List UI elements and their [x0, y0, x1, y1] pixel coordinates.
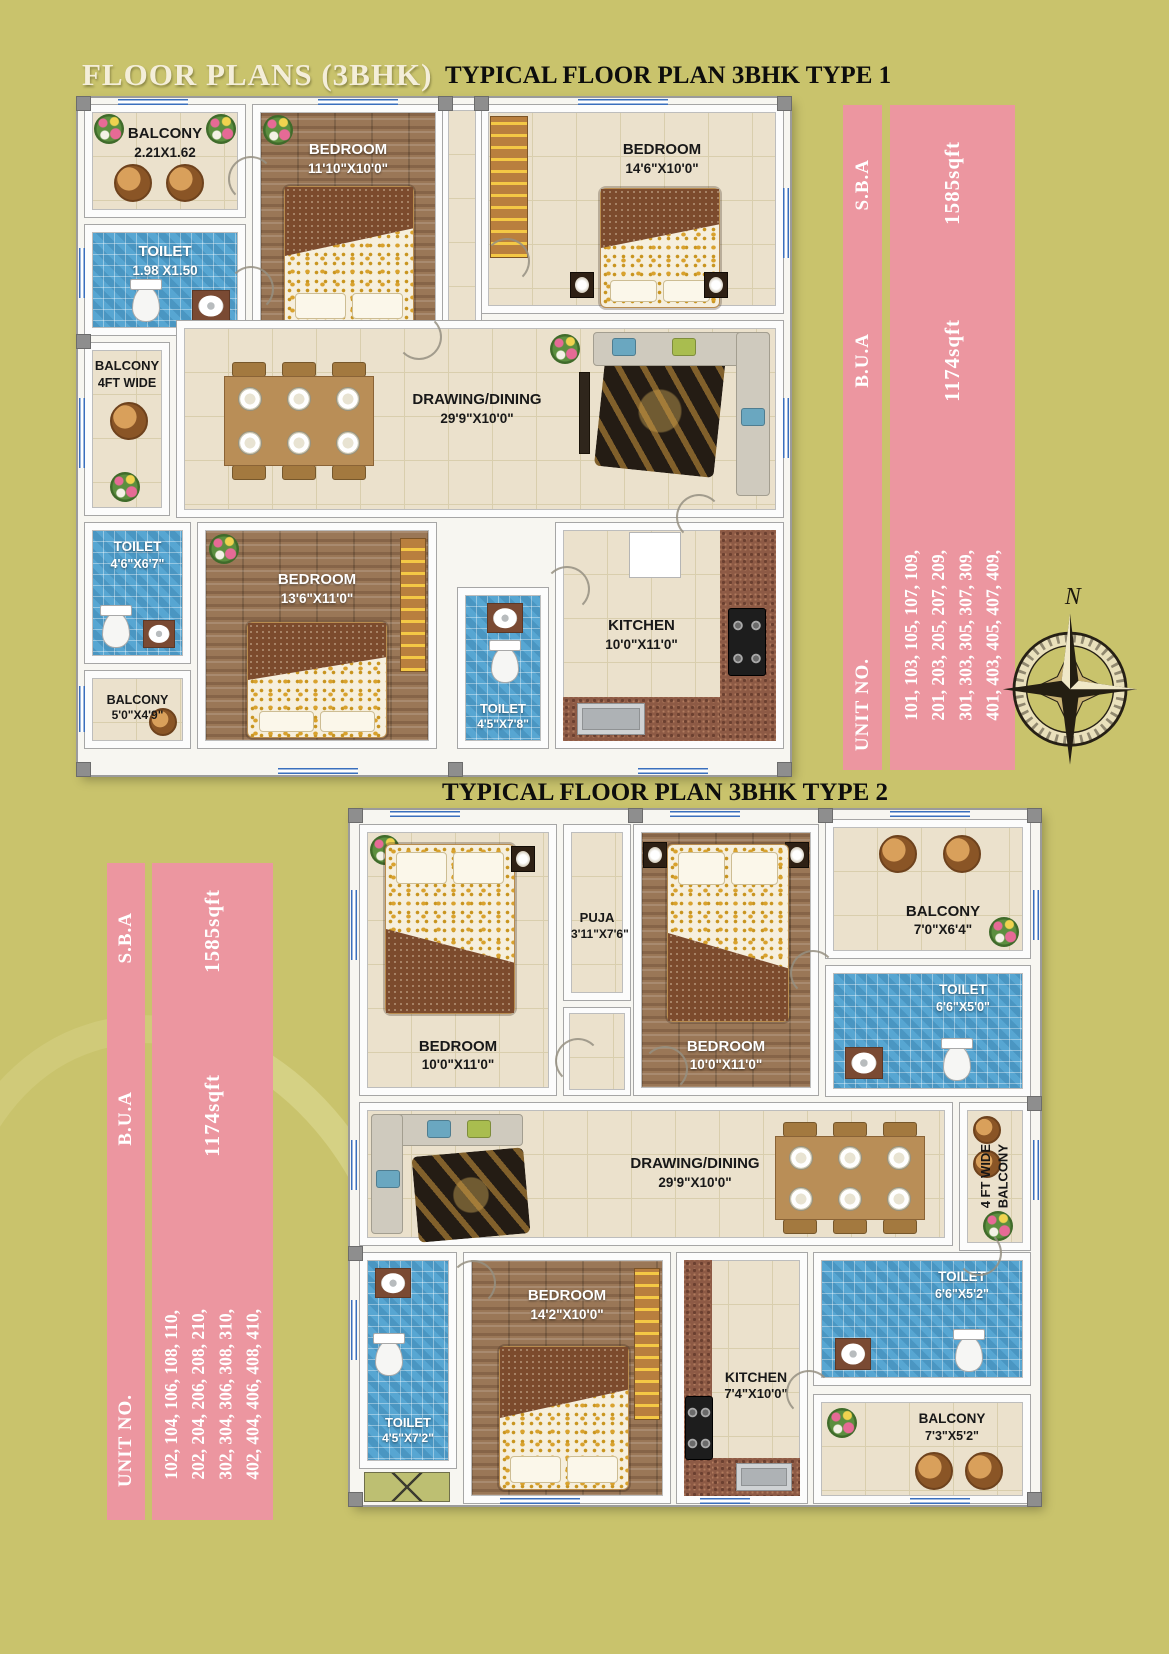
dining-set [224, 362, 374, 480]
window [351, 1300, 357, 1360]
room-name: TOILET [939, 982, 987, 997]
room-dims: 10'0"X11'0" [421, 1057, 495, 1073]
room-dims: 14'6"X10'0" [625, 160, 699, 176]
compass-north-label: N [1064, 583, 1081, 610]
door-arc [228, 266, 274, 312]
room-name: TOILET [113, 539, 162, 554]
plan2-panel-labels [107, 863, 145, 1520]
window [670, 811, 740, 817]
nightstand [570, 272, 594, 298]
toilet-fixture [132, 286, 160, 322]
door-arc [786, 1370, 832, 1416]
toilet-fixture [491, 647, 519, 683]
unit-numbers-line: 401, 403, 405, 407, 409, [982, 549, 1003, 721]
dining-set [775, 1122, 925, 1234]
sofa-cushion [612, 338, 636, 356]
wall-block [818, 808, 833, 823]
unit-no-label: UNIT NO. [115, 1393, 136, 1488]
room-name: DRAWING/DINING [412, 391, 542, 408]
room-name: BALCONY [905, 902, 981, 920]
room-dims: 14'2"X10'0" [530, 1306, 604, 1322]
service-shaft [364, 1472, 450, 1502]
room-dims: 7'3"X5'2" [925, 1428, 979, 1443]
sba-label: S.B.A [851, 159, 873, 211]
window [1033, 1140, 1039, 1200]
plate [336, 431, 360, 455]
wall-block [76, 96, 91, 111]
room-dims: 6'6"X5'2" [935, 1286, 989, 1301]
plan2-toilet-right [814, 1253, 1030, 1385]
window [118, 99, 188, 105]
unit-numbers-line: 302, 304, 306, 308, 310, [215, 1308, 236, 1480]
room-label [903, 981, 1023, 1015]
wall-block [448, 762, 463, 777]
bed [499, 1346, 629, 1490]
bed-blanket [668, 933, 788, 1021]
door-arc [676, 494, 722, 540]
room-name: TOILET [138, 243, 192, 260]
window [783, 188, 789, 258]
door-arc [790, 950, 836, 996]
room-dims: 7'0"X6'4" [913, 922, 973, 938]
plan1-kitchen [556, 523, 783, 748]
plan1-bedroom-3 [198, 523, 436, 748]
dining-chair [282, 362, 316, 377]
unit-numbers [898, 550, 1007, 721]
plan1-toilet-top [85, 225, 245, 335]
bed-blanket [601, 189, 719, 248]
window [700, 1498, 750, 1504]
wall-block [348, 1492, 363, 1507]
plate [887, 1187, 911, 1211]
bed-blanket [248, 623, 386, 680]
room-label [585, 1154, 805, 1191]
plan1-balcony-mid [85, 343, 169, 515]
unit-no-label: UNIT NO. [851, 658, 873, 752]
window [638, 768, 708, 774]
dining-chair [833, 1219, 867, 1234]
bed-pillows [396, 852, 504, 884]
room-name: PUJA [579, 910, 615, 925]
dining-chair [332, 362, 366, 377]
toilet-fixture [102, 612, 130, 648]
wall-block [1027, 1096, 1042, 1111]
wall-block [438, 96, 453, 111]
room-name: KITCHEN [608, 617, 675, 634]
room-name: BALCONY [94, 358, 160, 373]
wall-block [777, 96, 792, 111]
wall-block [1027, 808, 1042, 823]
balcony-chair [110, 402, 148, 440]
plan1-panel-labels [843, 105, 882, 770]
plan1-balcony-top [85, 105, 245, 217]
bua-label: B.U.A [851, 332, 873, 388]
bed [247, 622, 387, 738]
plate [238, 431, 262, 455]
room-dims: 5'0"X4'9" [111, 708, 164, 723]
room-label [863, 902, 1023, 939]
window [79, 398, 85, 468]
plan2-bedroom-1 [360, 825, 556, 1095]
bed-pillows [295, 293, 403, 319]
unit-numbers-line: 201, 203, 205, 207, 209, [928, 549, 949, 721]
bua-value: 1174sqft [940, 318, 964, 402]
window [351, 890, 357, 960]
plan2-bedroom-3 [464, 1253, 670, 1503]
room-name: TOILET [385, 1414, 431, 1430]
plan1-toilet-bottom [458, 588, 548, 748]
sink [375, 1268, 411, 1298]
wall-block [76, 334, 91, 349]
page-heading: FLOOR PLANS (3BHK) [82, 57, 433, 92]
room-name: BEDROOM [308, 141, 388, 158]
balcony-chair [943, 835, 981, 873]
wall-block [76, 762, 91, 777]
window [318, 99, 398, 105]
plan1-corridor [443, 105, 481, 335]
plan2-puja [564, 825, 630, 1000]
window [578, 99, 668, 105]
sba-value: 1585sqft [200, 889, 224, 973]
wall-block [777, 762, 792, 777]
balcony-chair [965, 1452, 1003, 1490]
kitchen-sink [736, 1463, 792, 1491]
stove [685, 1396, 713, 1460]
room-label [92, 358, 162, 391]
room-name: TOILET [938, 1269, 986, 1284]
room-name: DRAWING/DINING [630, 1155, 760, 1172]
plan2-toilet-left [360, 1253, 456, 1468]
window [1033, 890, 1039, 940]
dining-chair [232, 465, 266, 480]
plate [887, 1146, 911, 1170]
plan1-drawing-dining [177, 321, 783, 517]
rug [411, 1147, 530, 1242]
dining-chair [282, 465, 316, 480]
plan1-balcony-bottom [85, 671, 190, 748]
dining-chair [332, 465, 366, 480]
room-label [260, 140, 436, 177]
room-dims: 7'4"X10'0" [724, 1386, 788, 1402]
room-name: BEDROOM [527, 1287, 607, 1304]
room-dims: 4'6"X6'7" [110, 556, 165, 571]
room-dims: 3'11"X7'6" [571, 926, 629, 941]
door-arc [956, 1230, 1002, 1276]
floor-plan-type2 [350, 810, 1040, 1505]
window [783, 398, 789, 458]
plan1-toilet-mid [85, 523, 190, 663]
sink [192, 290, 230, 322]
room-dims: 2.21X1.62 [134, 144, 196, 160]
plate [238, 387, 262, 411]
wall-block [1027, 1492, 1042, 1507]
room-label [92, 692, 183, 724]
bed [385, 844, 515, 1014]
unit-numbers-line: 202, 204, 206, 208, 210, [188, 1308, 209, 1480]
room-dims: 10'0"X11'0" [689, 1057, 763, 1073]
plan2-kitchen [677, 1253, 807, 1503]
sink [835, 1338, 871, 1370]
sofa-cushion [467, 1120, 491, 1138]
balcony-chair [114, 164, 152, 202]
door-arc [228, 156, 274, 202]
bed [667, 844, 789, 1022]
bed-blanket [285, 187, 413, 256]
sba-label: S.B.A [115, 912, 136, 964]
room-label [92, 242, 238, 279]
wall-block [474, 96, 489, 111]
room-label [205, 570, 429, 607]
dining-chair [232, 362, 266, 377]
window [390, 811, 460, 817]
plate [838, 1187, 862, 1211]
unit-numbers-line: 301, 303, 305, 307, 309, [955, 549, 976, 721]
plate [287, 387, 311, 411]
room-label [571, 910, 629, 942]
unit-numbers [158, 1309, 267, 1480]
plate [789, 1187, 813, 1211]
plan2-balcony-top [826, 820, 1030, 958]
sba-value: 1585sqft [940, 141, 964, 225]
plant-icon [209, 534, 239, 564]
window [351, 1140, 357, 1190]
door-arc [555, 1038, 601, 1084]
sofa-cushion [672, 338, 696, 356]
plan2-panel-values [152, 863, 273, 1520]
plan2-title: TYPICAL FLOOR PLAN 3BHK TYPE 2 [441, 779, 889, 806]
room-label [92, 538, 183, 572]
room-name: KITCHEN [724, 1369, 788, 1385]
room-label [901, 1268, 1023, 1302]
room-dims: 4'5"X7'2" [382, 1431, 434, 1446]
room-name: TOILET [480, 700, 526, 716]
balcony-chair [879, 835, 917, 873]
room-dims: 29'9"X10'0" [440, 410, 514, 426]
room-dims: 4'5"X7'8" [477, 717, 529, 732]
room-name: 4 FT WIDE [978, 1144, 994, 1209]
window [500, 1498, 580, 1504]
room-label [465, 701, 541, 733]
room-label [977, 1144, 1012, 1208]
room-label [92, 124, 238, 161]
plate [838, 1146, 862, 1170]
window [278, 768, 358, 774]
room-name: BEDROOM [686, 1037, 766, 1055]
room-name: BEDROOM [277, 571, 357, 588]
room-label [548, 140, 776, 177]
plant-icon [110, 472, 140, 502]
dining-chair [883, 1122, 917, 1137]
toilet-fixture [943, 1045, 971, 1081]
plan2-toilet-top [826, 966, 1030, 1096]
room-dims: 1.98 X1.50 [132, 262, 198, 278]
plan1-panel-values [890, 105, 1015, 770]
dining-table [775, 1136, 925, 1220]
dining-chair [833, 1122, 867, 1137]
unit-numbers-line: 402, 404, 406, 408, 410, [242, 1308, 263, 1480]
plan1-title: TYPICAL FLOOR PLAN 3BHK TYPE 1 [445, 62, 892, 89]
plan1-bedroom-2 [481, 105, 783, 313]
sink [143, 620, 175, 648]
sink [845, 1047, 883, 1079]
wardrobe [400, 538, 426, 672]
room-name: BALCONY [918, 1411, 986, 1426]
dining-chair [783, 1122, 817, 1137]
unit-numbers-line: 101, 103, 105, 107, 109, [901, 549, 922, 721]
plan2-balcony-side [960, 1103, 1030, 1250]
plate [789, 1146, 813, 1170]
room-label [357, 390, 597, 427]
bed-blanket [386, 929, 514, 1013]
room-dims: 29'9"X10'0" [658, 1174, 732, 1190]
bed [600, 188, 720, 308]
plant-icon [827, 1408, 857, 1438]
bed-pillows [678, 852, 779, 885]
window [890, 811, 970, 817]
bed [284, 186, 414, 326]
plate [287, 431, 311, 455]
sofa-cushion [741, 408, 765, 426]
toilet-fixture [375, 1340, 403, 1376]
floor-plan-type1 [78, 98, 790, 775]
room-dims: 11'10"X10'0" [307, 160, 389, 176]
bed-pillows [510, 1456, 618, 1483]
bed-pillows [259, 711, 375, 733]
plant-icon [550, 334, 580, 364]
wall-block [628, 808, 643, 823]
tv-unit [579, 372, 590, 454]
bua-value: 1174sqft [200, 1074, 224, 1157]
utility-box [629, 532, 681, 578]
kitchen-counter [684, 1260, 712, 1496]
toilet-fixture [955, 1336, 983, 1372]
door-arc [396, 314, 442, 360]
room-name: BEDROOM [622, 141, 702, 158]
room-label [367, 1037, 549, 1074]
sofa-cushion [427, 1120, 451, 1138]
room-label [881, 1410, 1023, 1444]
room-name: BALCONY [127, 125, 203, 142]
kitchen-sink [577, 703, 645, 735]
plan2-balcony-bottom [814, 1395, 1030, 1503]
sink [487, 603, 523, 633]
window [79, 248, 85, 298]
door-arc [544, 566, 590, 612]
room-name: BALCONY [996, 1144, 1011, 1209]
bed-pillows [610, 280, 709, 302]
sofa-cushion [376, 1170, 400, 1188]
balcony-chair [915, 1452, 953, 1490]
bua-label: B.U.A [115, 1090, 136, 1146]
bed-blanket [500, 1347, 628, 1418]
wardrobe [490, 116, 528, 258]
dining-chair [783, 1219, 817, 1234]
door-arc [642, 1046, 688, 1092]
dining-table [224, 376, 374, 466]
wall-block [348, 808, 363, 823]
wardrobe [634, 1268, 660, 1420]
room-label [563, 616, 720, 653]
nightstand [511, 846, 535, 872]
nightstand [643, 842, 667, 868]
door-arc [450, 1260, 496, 1306]
room-dims: 13'6"X11'0" [280, 590, 354, 606]
room-name: BEDROOM [418, 1037, 498, 1055]
room-name: BALCONY [106, 693, 169, 707]
window [79, 686, 85, 732]
plan1-bedroom-1 [253, 105, 443, 335]
unit-numbers-line: 102, 104, 106, 108, 110, [161, 1309, 182, 1480]
stove [728, 608, 766, 676]
dining-chair [883, 1219, 917, 1234]
room-dims: 10'0"X11'0" [605, 636, 678, 652]
room-dims: 4FT WIDE [97, 375, 157, 390]
compass-icon [1000, 582, 1140, 774]
window [910, 1498, 970, 1504]
wall-block [348, 1246, 363, 1261]
door-arc [484, 238, 530, 284]
room-dims: 6'6"X5'0" [936, 999, 990, 1014]
balcony-chair [166, 164, 204, 202]
room-label [367, 1415, 449, 1447]
nightstand [704, 272, 728, 298]
plan2-drawing-dining [360, 1103, 952, 1245]
